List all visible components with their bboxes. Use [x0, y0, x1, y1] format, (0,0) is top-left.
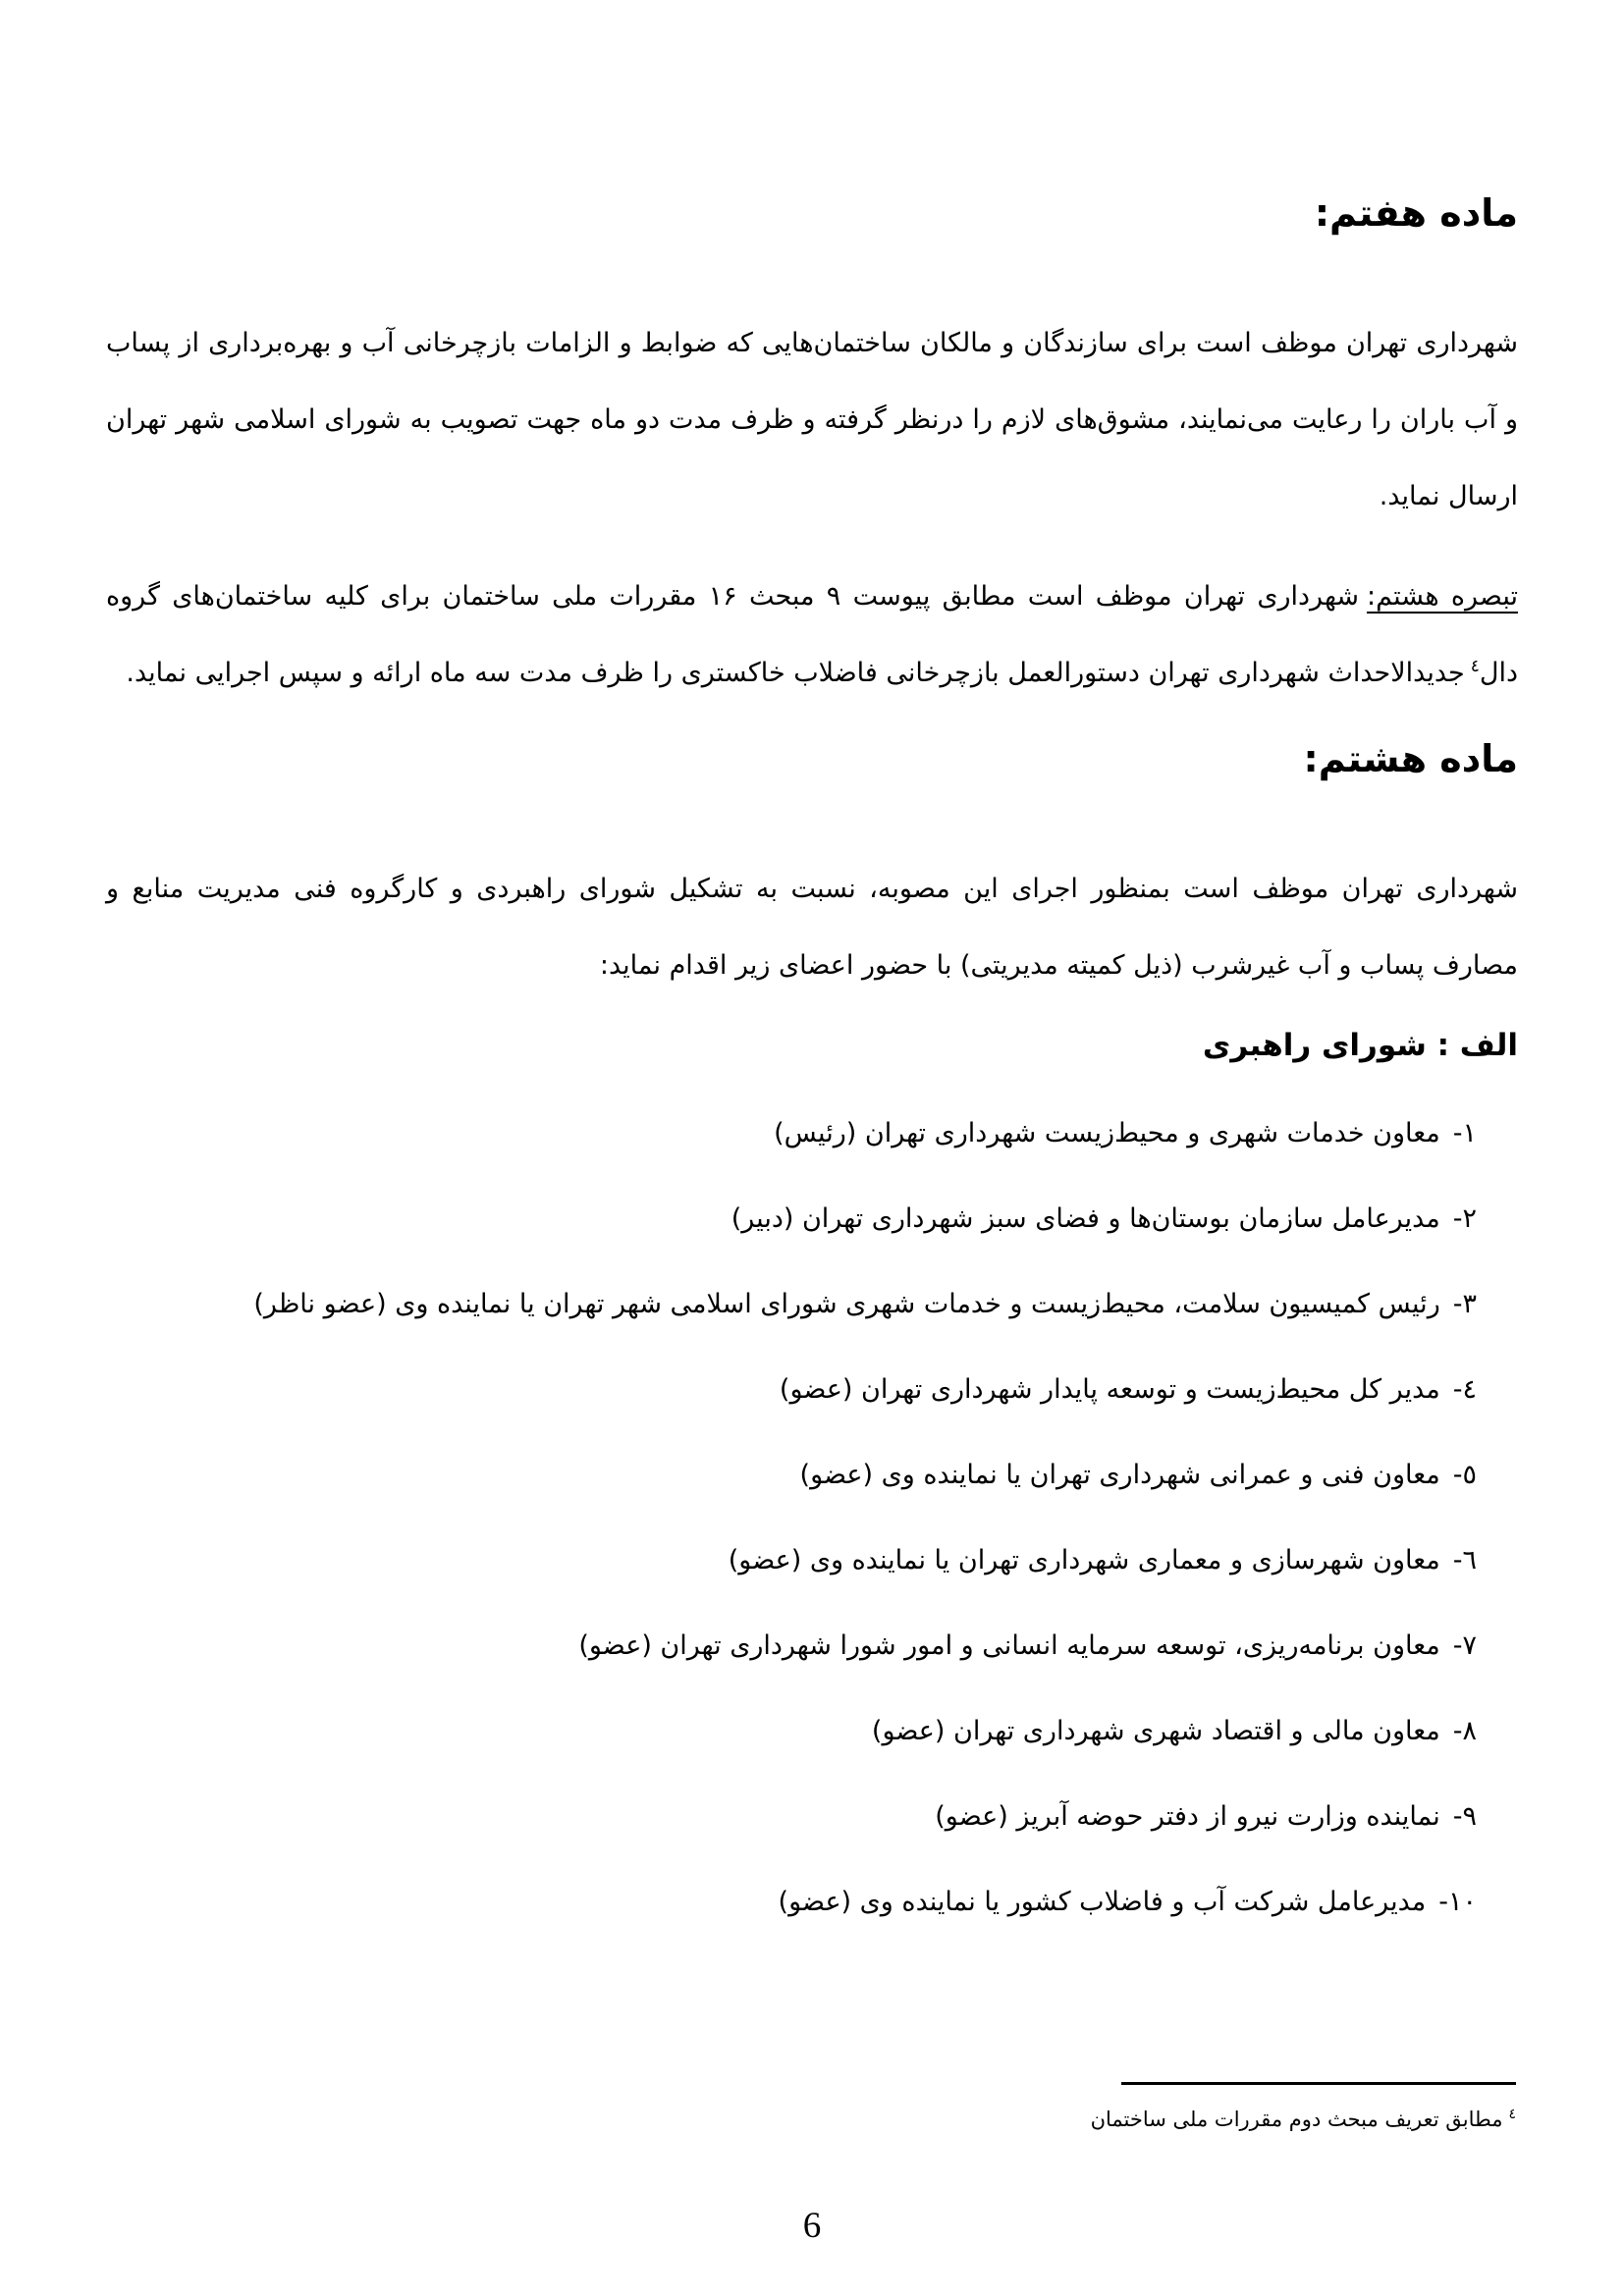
- list-item-number: ۹-: [1452, 1801, 1477, 1832]
- list-item-number: ۱۰-: [1438, 1887, 1477, 1917]
- list-item-text: معاون خدمات شهری و محیط‌زیست شهرداری تهران (رئیس): [774, 1118, 1440, 1148]
- footnote-marker: ٤: [1508, 2107, 1516, 2122]
- article-eight-paragraph: شهرداری تهران موظف است بمنظور اجرای این مصوبه، نسبت به تشکیل شورای راهبردی و کارگروه فنی مدیریت منابع و مصارف پساب و آب غیرشرب (ذیل کمیته مدیریتی) با حضور اعضای زیر اقدام نماید:: [106, 874, 1518, 981]
- note-eight-text-before: شهرداری تهران موظف است مطابق پیوست ۹ مبحث ۱۶ مقررات ملی ساختمان برای کلیه ساختمان‌های گروه دال: [106, 581, 1518, 688]
- footnote-text: مطابق تعریف مبحث دوم مقررات ملی ساختمان: [1090, 2108, 1503, 2131]
- list-item-number: ۱-: [1452, 1118, 1477, 1148]
- article-eight-title: ماده هشتم:: [1303, 737, 1518, 780]
- note-eight-label: تبصره هشتم:: [1367, 581, 1518, 612]
- list-item-text: مدیرعامل شرکت آب و فاضلاب کشور یا نماینده وی (عضو): [778, 1887, 1427, 1917]
- list-item-text: معاون شهرسازی و معماری شهرداری تهران یا نماینده وی (عضو): [728, 1545, 1440, 1575]
- document-content: [106, 0, 1518, 1968]
- list-item: [106, 1370, 1477, 1410]
- list-item-text: معاون برنامه‌ریزی، توسعه سرمایه انسانی و امور شورا شهرداری تهران (عضو): [578, 1630, 1440, 1661]
- footnote-separator-rule: [1121, 2082, 1516, 2085]
- list-item: [106, 1627, 1477, 1666]
- list-item-text: مدیر کل محیط‌زیست و توسعه پایدار شهرداری تهران (عضو): [779, 1374, 1440, 1405]
- list-item-text: نماینده وزارت نیرو از دفتر حوضه آبریز (عضو): [935, 1801, 1440, 1832]
- list-item: [106, 1541, 1477, 1580]
- list-item: [106, 1456, 1477, 1495]
- article-seven-paragraph: شهرداری تهران موظف است برای سازندگان و مالکان ساختمان‌هایی که ضوابط و الزامات بازچرخانی آب و بهره‌برداری از پساب و آب باران را رعایت می‌نمایند، مشوق‌های لازم را درنظر گرفته و ظرف مدت دو ماه جهت تصویب به شورای اسلامی شهر تهران ارسال نماید.: [106, 328, 1518, 511]
- list-item-number: ۳-: [1452, 1289, 1477, 1319]
- list-item-number: ٦-: [1452, 1545, 1477, 1575]
- footnote-reference-marker: ٤: [1470, 657, 1480, 676]
- article-seven-title: ماده هفتم:: [1314, 191, 1518, 235]
- list-item-number: ۸-: [1452, 1716, 1477, 1746]
- list-item: [106, 1114, 1477, 1153]
- list-item: [106, 1883, 1477, 1922]
- page-number: 6: [802, 2206, 822, 2246]
- list-item-text: معاون مالی و اقتصاد شهری شهرداری تهران (عضو): [871, 1716, 1440, 1746]
- footnote: [829, 2103, 1516, 2136]
- list-item: [106, 1712, 1477, 1751]
- note-eight-paragraph: [106, 559, 1518, 712]
- section-a-heading: الف : شورای راهبری: [1202, 1028, 1518, 1063]
- list-item-text: رئیس کمیسیون سلامت، محیط‌زیست و خدمات شهری شورای اسلامی شهر تهران یا نماینده وی (عضو ناظر): [253, 1289, 1440, 1319]
- list-item-number: ۷-: [1452, 1630, 1477, 1661]
- list-item-text: مدیرعامل سازمان بوستان‌ها و فضای سبز شهرداری تهران (دبیر): [731, 1203, 1440, 1234]
- list-item: [106, 1200, 1477, 1239]
- steering-council-member-list: [106, 1114, 1518, 1922]
- list-item-number: ٥-: [1452, 1460, 1477, 1490]
- list-item: [106, 1797, 1477, 1837]
- list-item-number: ۲-: [1452, 1203, 1477, 1234]
- note-eight-text-after: جدیدالاحداث شهرداری تهران دستورالعمل بازچرخانی فاضلاب خاکستری را ظرف مدت سه ماه ارائه و سپس اجرایی نماید.: [126, 658, 1465, 688]
- list-item-text: معاون فنی و عمرانی شهرداری تهران یا نماینده وی (عضو): [799, 1460, 1440, 1490]
- list-item: [106, 1285, 1477, 1324]
- list-item-number: ٤-: [1452, 1374, 1477, 1405]
